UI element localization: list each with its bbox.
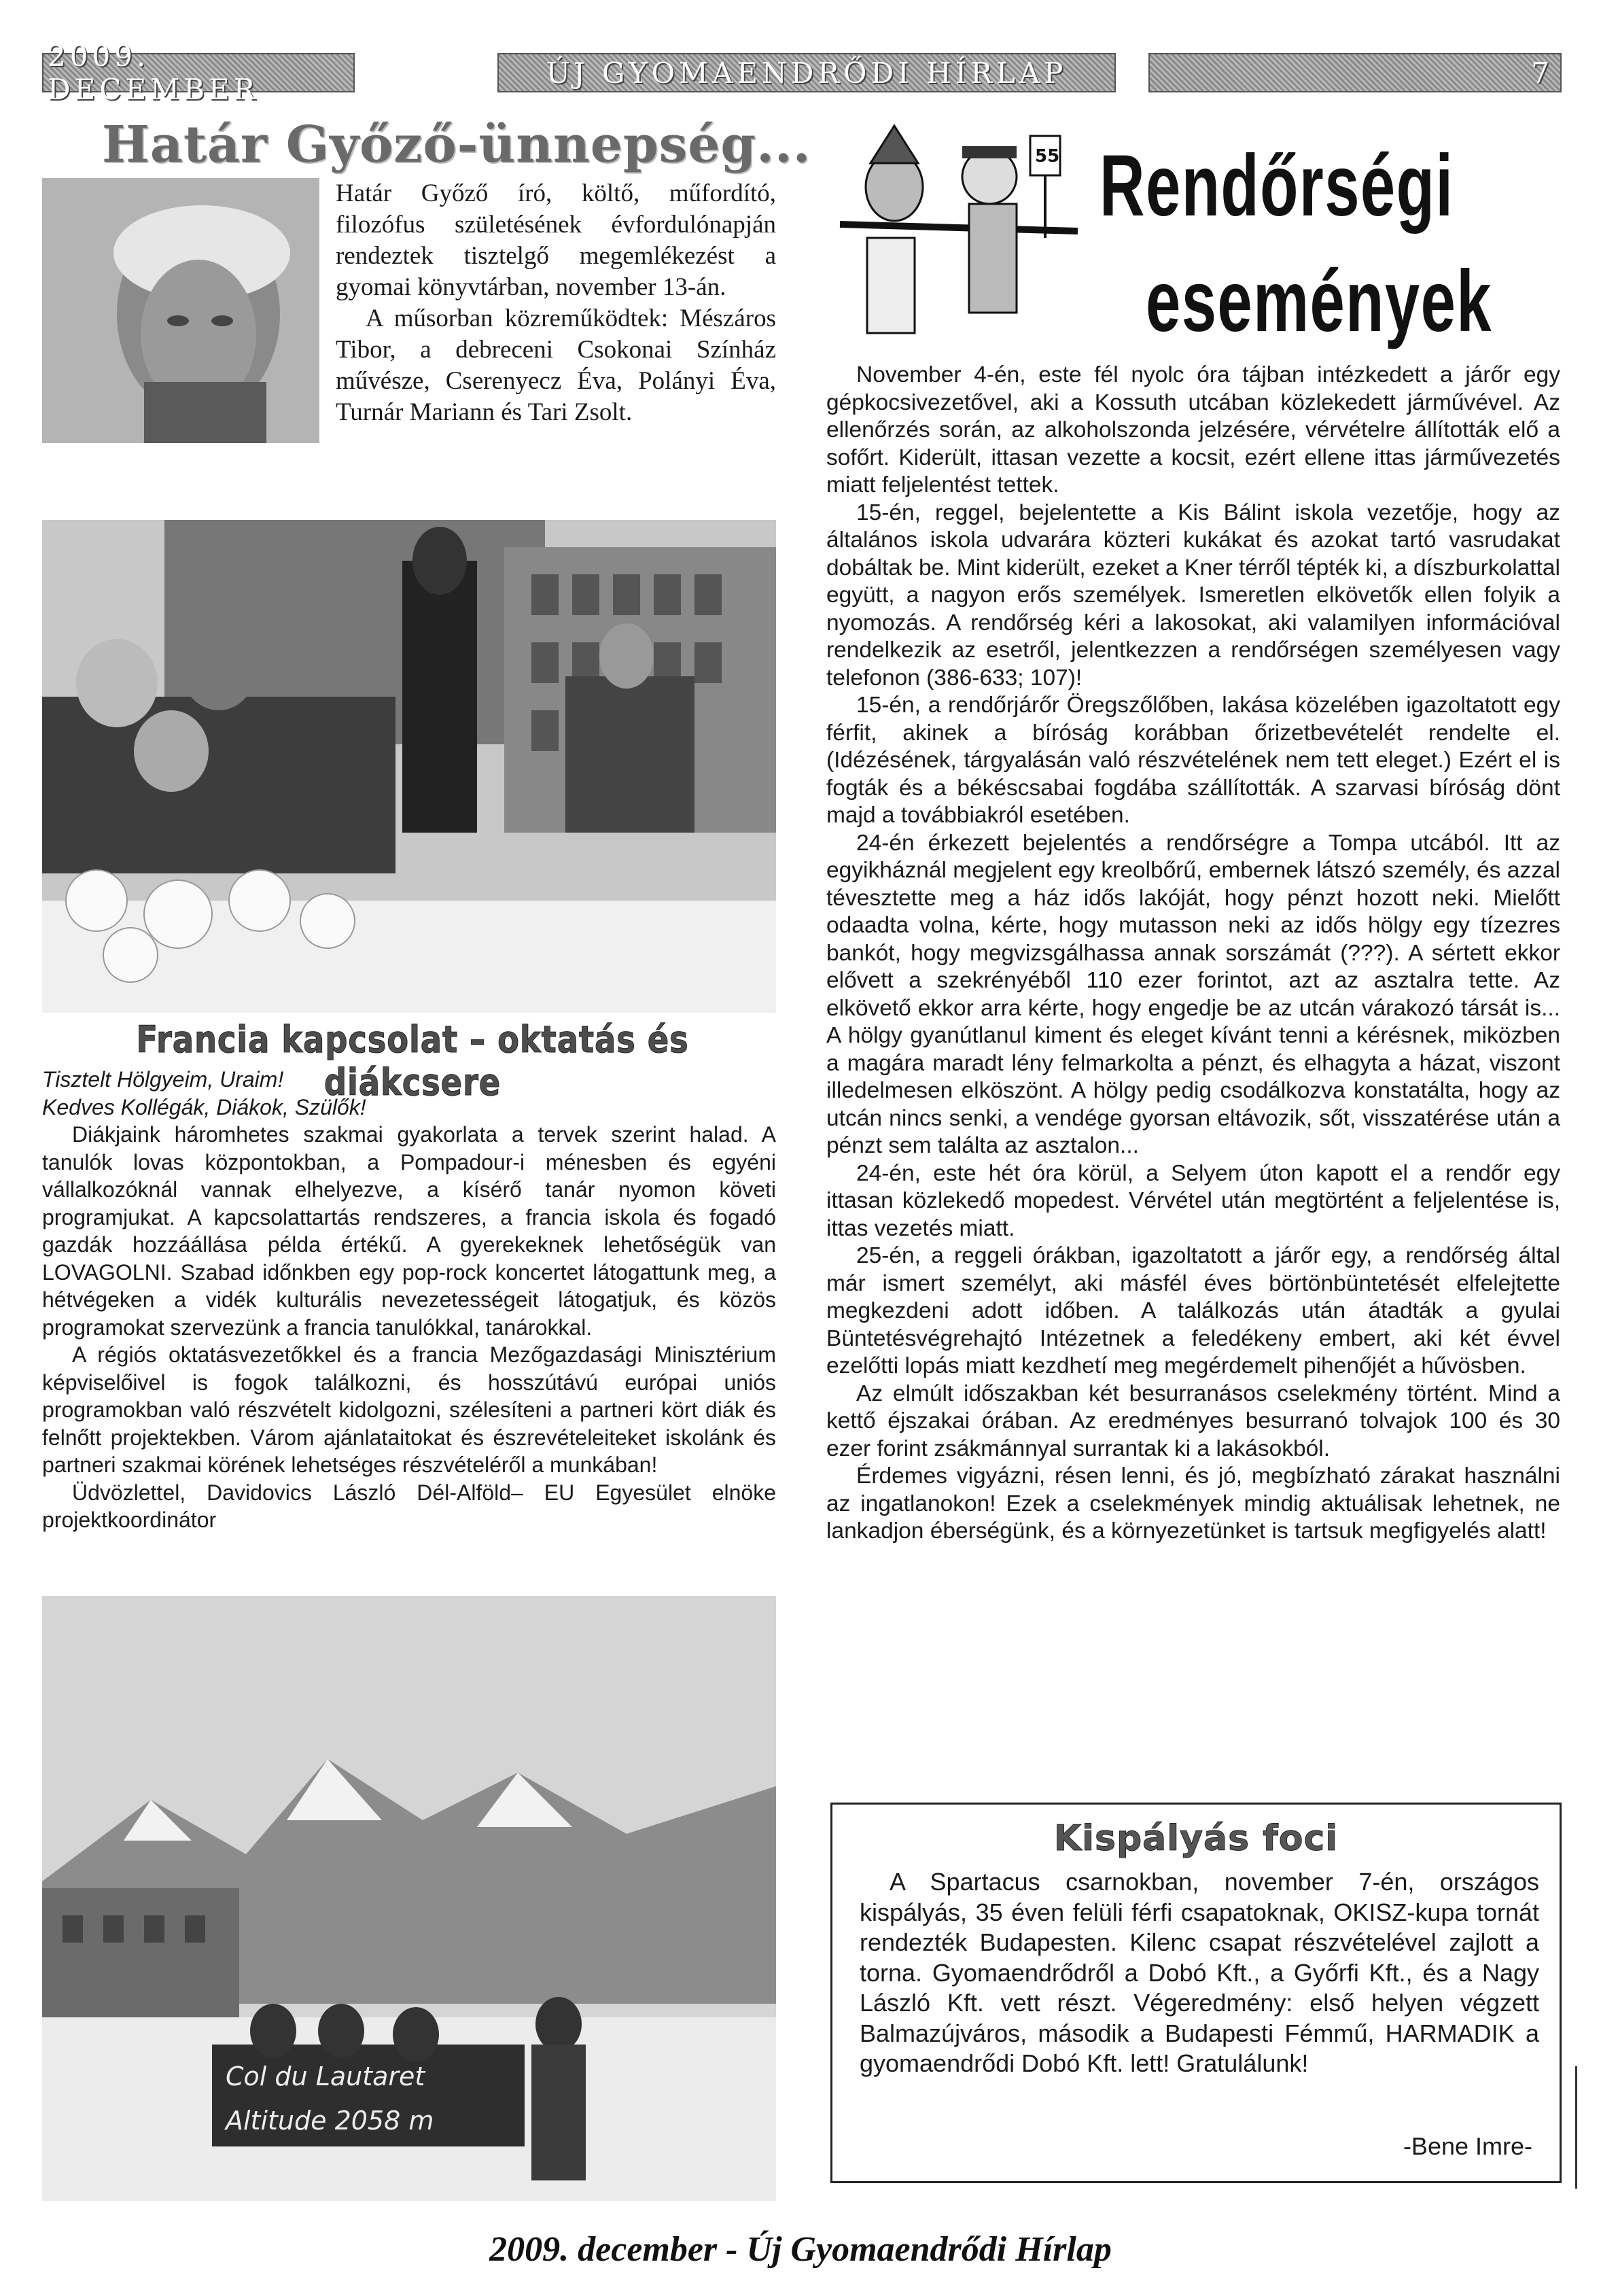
police-paragraph-3: 15-én, a rendőrjárőr Öregszőlőben, lakása közelében igazoltatott egy férfit, akinek a bíróság korábban őrizetbevételét rendelte el. (Idézésének, tárgyalásán való részvételének nem tett eleget.) Ezért el is fogták és a békéscsabai fogdába szállították. A szarvasi bíróság dönt majd a továbbiakról esetében.	[826, 693, 1560, 828]
police-paragraph-6: 25-én, a reggeli órákban, igazoltatott a járőr egy, a rendőrség által már ismert személyt, aki másfél éves börtönbüntetését elfelejtette megkezdeni adott időben. A találkozás után átadták a gyulai Büntetésvégrehajtó Intézetnek a feledékeny embert, aki két évvel ezelőtti lopás miatt kezdhetí meg megérdemelt pihenőjét a hűvösben.	[826, 1243, 1560, 1378]
francia-paragraph-3: Üdvözlettel, Davidovics László Dél-Alföld– EU Egyesület elnöke projektkoordinátor	[42, 1480, 776, 1532]
police-news-title-line-2: események	[1146, 253, 1492, 350]
hatar-paragraph-1: Határ Győző író, költő, műfordító, filozófus születésének évfordulónapján rendeztek tisztelgő megemlékezést a gyomai könyvtárban, november 13-án.	[336, 179, 776, 301]
francia-greeting-2: Kedves Kollégák, Diákok, Szülők!	[42, 1094, 366, 1119]
sign-text-2: Altitude 2058 m	[226, 2106, 434, 2136]
francia-greeting-1: Tisztelt Hölgyeim, Uraim!	[42, 1067, 284, 1092]
francia-article-body	[42, 1066, 776, 1534]
football-news-title: Kispályás foci	[1053, 1818, 1339, 1859]
header-page-number: 7	[1148, 53, 1562, 92]
police-paragraph-4: 24-én érkezett bejelentés a rendőrségre a Tompa utcából. Itt az egyikháznál megjelent egy kreolbőrű, embernek látszó személy, és azzal tévesztette meg a ház idős lakóját, hogy pénzt hozott neki. Mielőtt odaadta volna, kérte, hogy mutasson neki az idős hölgy egy tízezres bankót, hogy megvizsgálhassa annak sorszámát (???). A sértett ekkor elővett a szekrényéből 110 ezer forintot, azt az asztalra tette. Az elkövető ekkor arra kérte, hogy engedje be az utcán várakozó társát is... A hölgy gyanútlanul kiment és eleget kívánt tenni a kérésnek, miközben a magára maradt lény felmarkolta a pénzt, és elhagyta a házat, viszont illedelmesen elköszönt. A hölgy pedig csodálkozva konstatálta, hogy az utcán nincs senki, a vendége gyorsan eltávozik, sőt, visszatérése után a pénzt sem találta az asztalon...	[826, 830, 1560, 1158]
sign-text-1: Col du Lautaret	[226, 2062, 425, 2091]
hatar-article-title: Határ Győző-ünnepség...	[102, 116, 811, 174]
police-paragraph-8: Érdemes vigyázni, résen lenni, és jó, megbízható zárakat használni az ingatlanokon! Ezek a cselekmények mindig aktuálisak lehetnek, ne lankadjon éberségünk, és a környezetünket is tartsuk megfigyelés alatt!	[826, 1463, 1560, 1544]
football-news-signature: -Bene Imre-	[1403, 2132, 1532, 2160]
police-news-body	[826, 362, 1560, 1546]
francia-paragraph-1: Diákjaink háromhetes szakmai gyakorlata a tervek szerint halad. A tanulók lovas központokban, a Pompadour-i ménesben és egyéni vállalkozóknál vannak elhelyezve, a kísérő tanár nyomon követi programjukat. A kapcsolattartás rendszeres, a francia iskola és fogadó gazdák hozzáállása példa értékű. A gyerekeknek lehetőségük van LOVAGOLNI. Szabad időnkben egy pop-rock koncertet látogattunk meg, a hétvégeken a vidék kulturális nevezetességeit látogatjuk, és közös programokat szervezünk a francia tanulókkal, tanárokkal.	[42, 1122, 776, 1340]
speed-sign-text: 55	[1035, 146, 1060, 167]
police-cartoon	[833, 122, 1091, 350]
francia-paragraph-2: A régiós oktatásvezetőkkel és a francia Mezőgazdasági Minisztérium képviselőivel is fogok találkozni, és hosszútávú európai uniós programokban való részvételt kidolgozni, szélesíteni a partneri kört diák és felnőtt projektekben. Várom ajánlataitokat és észrevételeiteket iskolánk és partneri szakmai körének lehetséges részvételéről a munkában!	[42, 1342, 776, 1477]
page-footer: 2009. december - Új Gyomaendrődi Hírlap	[489, 2230, 1112, 2269]
police-news-title-line-1: Rendőrségi	[1099, 137, 1454, 234]
hatar-paragraph-2: A műsorban közreműködtek: Mészáros Tibor, a debreceni Csokonai Színház művésze, Cserenyecz Éva, Polányi Éva, Turnár Mariann és Tari Zsolt.	[336, 305, 776, 426]
police-paragraph-2: 15-én, reggel, bejelentette a Kis Bálint iskola vezetője, hogy az általános iskola udvarára közteri kukákat és azokat tartó vasrudakat dobáltak be. Mint kiderült, ezeket a Kner térről tépték ki, a díszburkolattal együtt, a nagyon erős személyek. Ismeretlen elkövetők ellen folyik a nyomozás. A rendőrség kéri a lakosokat, aki valamilyen információval rendelkezik az esetről, jelentkezzen a rendőrségen személyesen vagy telefonon (386-633; 107)!	[826, 500, 1560, 691]
police-paragraph-7: Az elmúlt időszakban két besurranásos cselekmény történt. Mind a kettő éjszakai órában. Az eredményes besurranó tolvajok 100 és 30 ezer forint zsákmánnyal surrantak ki a lakásokból.	[826, 1380, 1560, 1461]
police-paragraph-5: 24-én, este hét óra körül, a Selyem úton kapott el a rendőr egy ittasan közlekedő mopedest. Vérvétel után megtörtént a feljelentése is, ittas vezetés miatt.	[826, 1160, 1560, 1241]
library-event-photo	[42, 520, 776, 1013]
police-paragraph-1: November 4-én, este fél nyolc óra tájban intézkedett a járőr egy gépkocsivezetővel, aki a Kossuth utcában közlekedett járművével. Az ellenőrzés során, az alkoholszonda jelzésére, vérvételre állították elő a sofőrt. Kiderült, ittasan vezette a kocsit, ezért ellene ittas járművezetés miatt feljelentést tettek.	[826, 362, 1560, 498]
mountain-group-photo	[42, 1596, 776, 2201]
francia-article-title: Francia kapcsolat – oktatás és diákcsere	[136, 1018, 689, 1104]
football-news-box	[830, 1803, 1562, 2183]
portrait-photo	[42, 178, 319, 443]
header-date: 2009. DECEMBER	[42, 53, 355, 92]
header-paper-name: ÚJ GYOMAENDRŐDI HÍRLAP	[497, 53, 1116, 92]
right-edge-rule	[1575, 2066, 1577, 2189]
football-news-body: A Spartacus csarnokban, november 7-én, országos kispályás, 35 éven felüli férfi csapatoknak, OKISZ-kupa tornát rendezték Budapesten. Kilenc csapat részvételével zajlott a torna. Gyomaendrődről a Dobó Kft., a Győrfi Kft., és a Nagy László Kft. vett részt. Végeredmény: első helyen végzett Balmazújváros, második a Budapesti Fémmű, HARMADIK a gyomaendrődi Dobó Kft. lett! Gratulálunk!	[860, 1868, 1539, 2077]
